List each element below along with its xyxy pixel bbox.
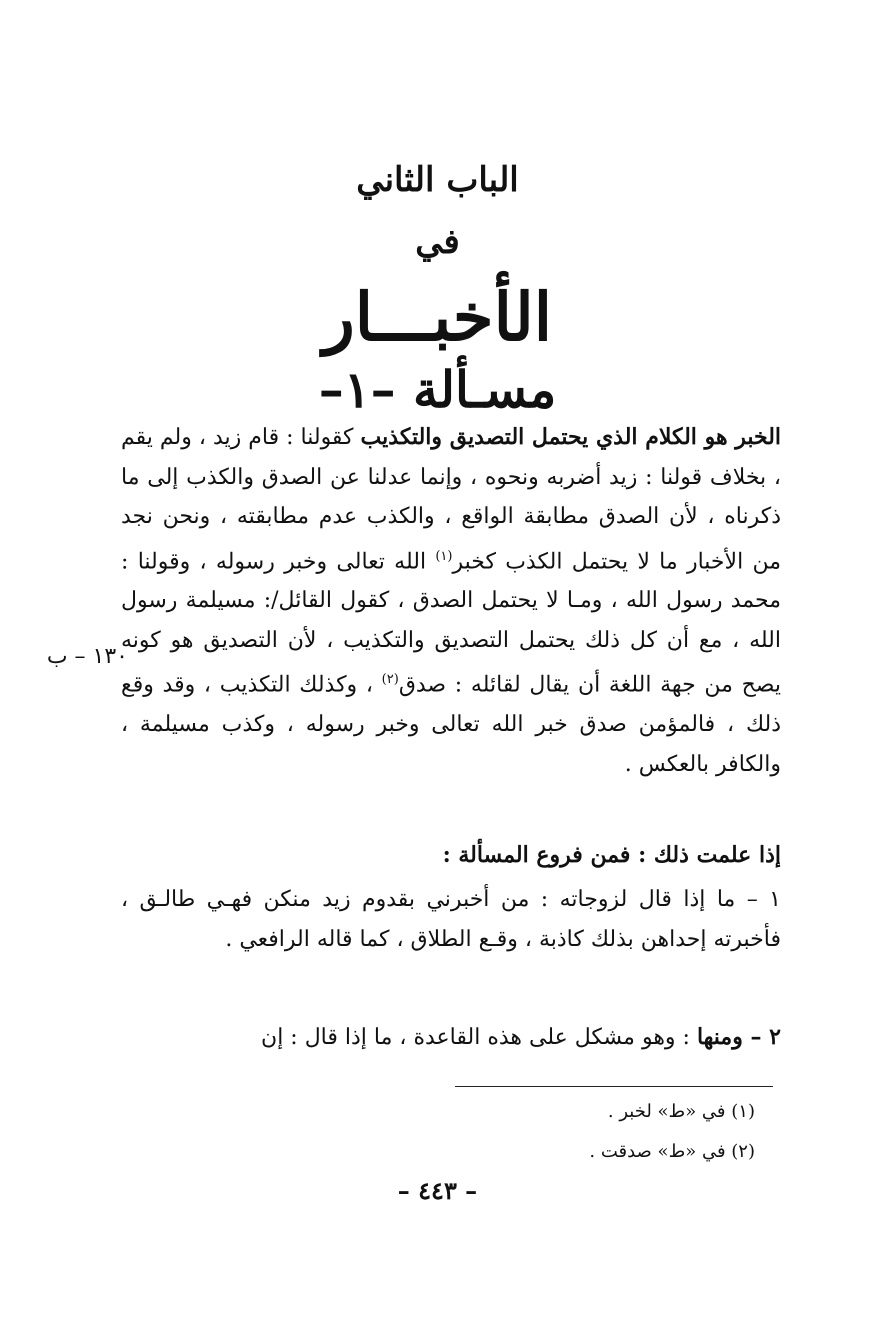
footnote-1: (١) في «ط» لخبر . — [607, 1101, 755, 1122]
chapter-heading: الباب الثاني — [356, 160, 519, 200]
branch-2-lead: ٢ – ومنها — [696, 1024, 781, 1050]
definition-text-end: ، وكذلك التكذيب ، وقد وقع ذلك ، فالمؤمن صدق خبر الله تعالى وخبر رسوله ، وكذب مسيلمة ، والكافر بالعكس . — [121, 672, 781, 777]
footnote-ref-1: (١) — [435, 548, 453, 564]
chapter-topic-title: الأخبـــار — [322, 278, 553, 356]
issue-heading: مسـألة –١– — [318, 360, 557, 419]
page-number: – ٤٤٣ – — [397, 1176, 478, 1205]
footnote-2: (٢) في «ط» صدقت . — [589, 1141, 755, 1162]
branch-2-text: : وهو مشكل على هذه القاعدة ، ما إذا قال : إن — [261, 1025, 697, 1050]
paragraph-definition — [121, 418, 781, 784]
definition-text-continued: الله تعالى وخبر رسوله ، وقولنا : محمد رسول الله ، ومـا لا يحتمل الصدق ، كقول القائل/: مسيلمة رسول الله ، مع أن كل ذلك يحتمل التصديق والتكذيب ، لأن التصديق هو كونه يصح من جهة اللغة أن يقال لقائله : صدق — [121, 548, 781, 698]
definition-text: كقولنا : قام زيد ، ولم يقم ، بخلاف قولنا : زيد أضربه ونحوه ، وإنما عدلنا عن الصدق والكذب إلى ما ذكرناه ، لأن الصدق مطابقة الواقع ، والكذب عدم مطابقته ، ونحن نجد من الأخبار ما لا يحتمل الكذب كخبر — [121, 425, 781, 574]
definition-lead: الخبر هو الكلام الذي يحتمل التصديق والتكذيب — [360, 424, 782, 450]
paragraph-branches-intro: إذا علمت ذلك : فمن فروع المسألة : — [442, 842, 781, 868]
footnote-separator — [455, 1086, 773, 1087]
paragraph-branch-2 — [121, 1018, 781, 1058]
footnote-ref-2: (٢) — [381, 672, 399, 688]
margin-folio-note: ١٣٠ – ب — [46, 644, 128, 669]
paragraph-branch-1: ١ – ما إذا قال لزوجاته : من أخبرني بقدوم زيد منكن فهـي طالـق ، فأخبرته إحداهن بذلك كاذبة ، وقـع الطلاق ، كما قاله الرافعي . — [121, 887, 781, 952]
chapter-heading-preposition: في — [415, 222, 460, 262]
